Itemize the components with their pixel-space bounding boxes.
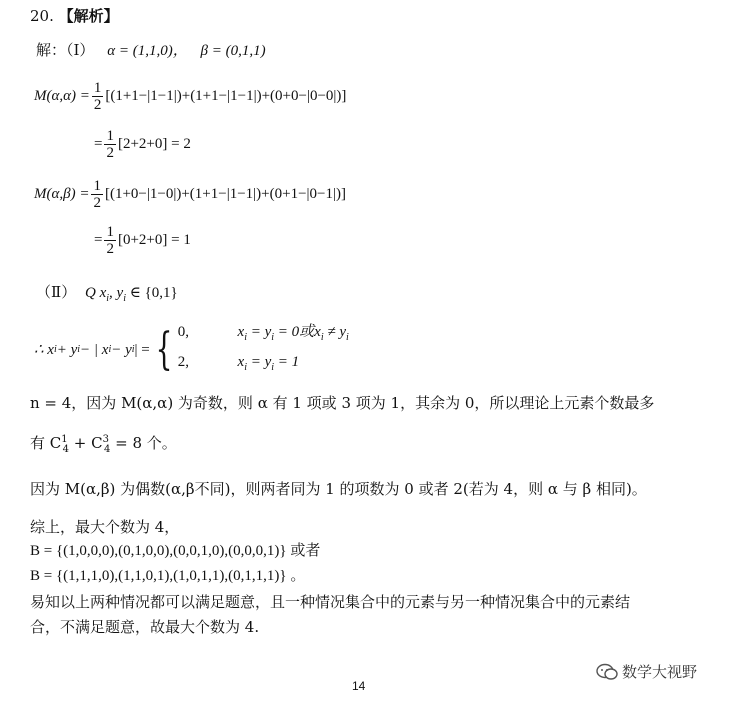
subscript-i: i xyxy=(108,344,112,355)
equals-sign: = xyxy=(94,136,103,152)
in-set: ∈ {0,1} xyxy=(125,285,178,301)
subscript-i: i xyxy=(345,332,349,343)
alpha-definition: α = (1,1,0)， xyxy=(107,43,188,59)
conclusion-line: 综上，最大个数为 4， xyxy=(30,518,180,536)
case1-or-x: = 0或x xyxy=(274,324,321,340)
case2-eq-one: = 1 xyxy=(274,354,300,370)
case1-value: 0, xyxy=(177,324,190,340)
case2-x: x xyxy=(237,354,245,370)
wechat-icon xyxy=(596,663,618,681)
c-superscript-3: 3 xyxy=(102,434,109,445)
fraction-numerator: 1 xyxy=(93,79,102,96)
piecewise-expression xyxy=(34,324,349,376)
m-alpha-alpha-rhs: [(1+1−|1−1|)+(1+1−|1−1|)+(0+0−|0−0|)] xyxy=(105,88,347,104)
part1-label: 解：（Ⅰ） xyxy=(36,41,95,59)
paragraph-odd: n = 4，因为 M(α,α) 为奇数，则 α 有 1 项或 3 项为 1，其余为 0，所以理论上元素个数最多 xyxy=(30,394,655,412)
m-alpha-beta-rhs: [(1+0−|1−0|)+(1+1−|1−1|)+(0+1−|0−1|)] xyxy=(104,186,346,202)
part2-premise xyxy=(36,282,178,309)
therefore-abs-y: − y xyxy=(111,342,132,358)
part2-label: （Ⅱ） xyxy=(36,283,77,301)
m-alpha-beta-line2 xyxy=(94,222,191,258)
case1-x: x xyxy=(237,324,245,340)
case1-y: = y xyxy=(246,324,272,340)
subscript-i: i xyxy=(244,362,247,373)
beta-definition: β = (0,1,1) xyxy=(200,43,266,59)
subscript-i: i xyxy=(244,332,247,343)
combination-plus: + C xyxy=(69,434,103,452)
final-explanation-cont: 合，不满足题意，故最大个数为 4. xyxy=(30,618,260,636)
therefore-y: + y xyxy=(56,342,78,358)
set-b-option-2: B = {(1,1,1,0),(1,1,0,1),(1,0,1,1),(0,1,1,1)} 。 xyxy=(30,568,306,584)
piecewise-cases xyxy=(178,320,349,380)
fraction-numerator: 1 xyxy=(106,223,114,240)
m-alpha-alpha-step2: [2+2+0] = 2 xyxy=(117,136,191,152)
subscript-i: i xyxy=(123,293,126,304)
m-alpha-alpha-line2 xyxy=(94,126,191,162)
m-alpha-beta-lhs: M(α,β) = xyxy=(34,186,90,202)
left-brace: { xyxy=(155,324,173,375)
subscript-i: i xyxy=(77,344,81,355)
subscript-i: i xyxy=(271,332,275,343)
case-2 xyxy=(178,350,349,380)
subscript-i: i xyxy=(106,293,110,304)
case1-neq-y: ≠ y xyxy=(323,324,346,340)
m-alpha-beta-line1 xyxy=(34,176,346,212)
paragraph-odd-cont xyxy=(30,430,177,460)
fraction-denominator: 2 xyxy=(106,240,114,257)
subscript-i: i xyxy=(53,344,57,355)
half-fraction xyxy=(91,178,103,211)
therefore-x: ∴ x xyxy=(34,342,54,358)
subscript-i: i xyxy=(271,362,275,373)
fraction-numerator: 1 xyxy=(106,127,114,144)
paragraph-even: 因为 M(α,β) 为偶数(α,β不同)，则两者同为 1 的项数为 0 或者 2(若为 4，则 α 与 β 相同)。 xyxy=(30,480,647,498)
fraction-denominator: 2 xyxy=(93,194,101,211)
combination-prefix: 有 C xyxy=(30,434,62,452)
question-number: 20. xyxy=(30,7,54,25)
c-subscript-4: 4 xyxy=(62,444,69,455)
subscript-i: i xyxy=(131,344,135,355)
half-fraction xyxy=(104,128,116,161)
m-alpha-alpha-line1 xyxy=(34,78,346,114)
question-header xyxy=(30,6,119,26)
fraction-denominator: 2 xyxy=(106,144,114,161)
fraction-numerator: 1 xyxy=(93,177,101,194)
final-explanation: 易知以上两种情况都可以满足题意，且一种情况集合中的元素与另一种情况集合中的元素结 xyxy=(30,593,631,611)
set-b-option-1: B = {(1,0,0,0),(0,1,0,0),(0,0,1,0),(0,0,0,1)} 或者 xyxy=(30,543,321,559)
because-y: , y xyxy=(109,285,124,301)
fraction-denominator: 2 xyxy=(93,96,102,113)
c-superscript-1: 1 xyxy=(61,434,68,445)
watermark-text: 数学大视野 xyxy=(622,663,698,681)
watermark xyxy=(596,662,697,682)
m-alpha-beta-step2: [0+2+0] = 1 xyxy=(117,232,191,248)
m-alpha-alpha-lhs: M(α,α) = xyxy=(34,88,90,104)
question-title: 【解析】 xyxy=(58,7,119,25)
half-fraction xyxy=(104,224,116,257)
therefore-abs-x: − | x xyxy=(80,342,109,358)
case2-value: 2, xyxy=(177,354,190,370)
equals-sign: = xyxy=(94,232,103,248)
subscript-i: i xyxy=(320,332,324,343)
page-number: 14 xyxy=(352,679,366,693)
because-x: Q x xyxy=(84,285,107,301)
case-1 xyxy=(178,320,349,350)
therefore-end: | = xyxy=(134,342,150,358)
case2-y: = y xyxy=(246,354,272,370)
c-subscript-4: 4 xyxy=(103,444,111,455)
part1-intro xyxy=(36,40,266,61)
half-fraction xyxy=(92,80,104,113)
combination-result: = 8 个。 xyxy=(110,434,177,452)
